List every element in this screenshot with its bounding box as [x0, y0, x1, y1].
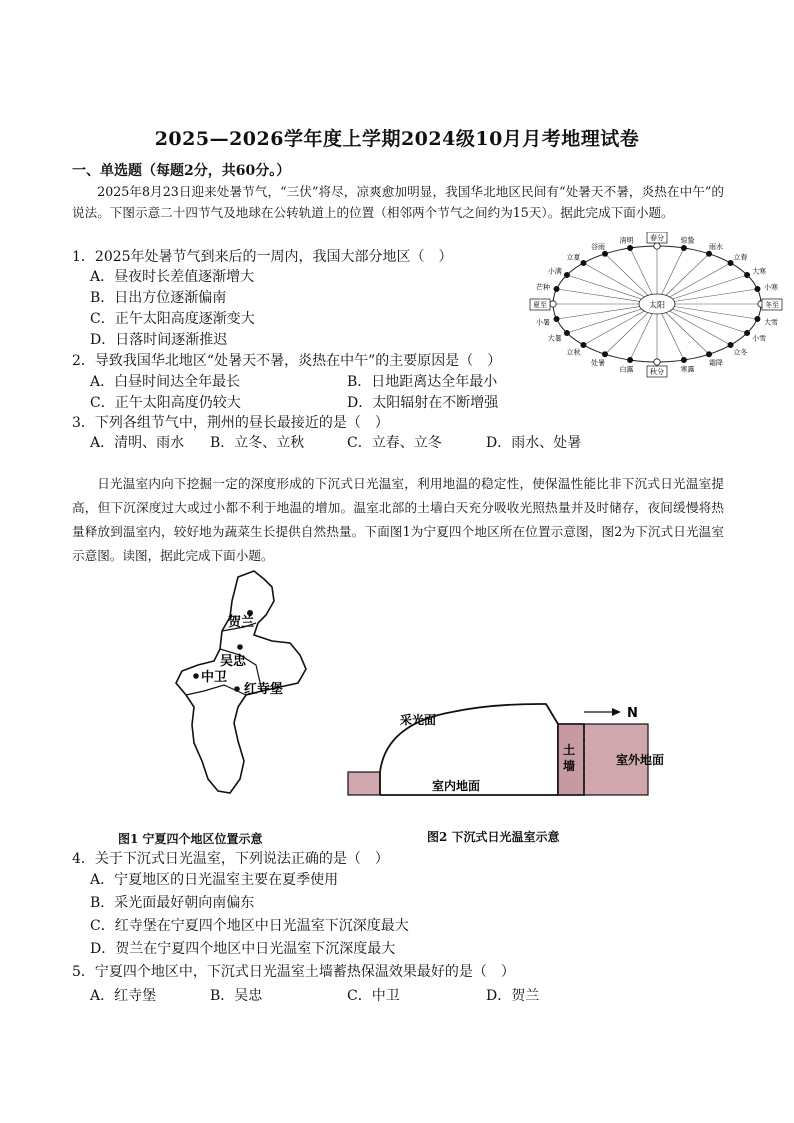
question-5-option-b: B．吴忠	[210, 988, 263, 1004]
earth-position-dot	[755, 286, 760, 291]
zhongwei-dot	[193, 673, 199, 679]
ningxia-outline	[176, 571, 306, 793]
greenhouse-diagram	[340, 690, 680, 810]
earth-position-dot	[550, 301, 556, 307]
question-3-option-c: C．立春、立冬	[347, 435, 442, 451]
earth-position-dot	[744, 330, 749, 335]
question-3-stem: 3．下列各组节气中，荆州的昼长最接近的是（ ）	[72, 415, 389, 431]
place-label-zhongwei: 中卫	[201, 670, 228, 685]
question-4-option-d: D．贺兰在宁夏四个地区中日光温室下沉深度最大	[90, 941, 396, 957]
north-arrow-head-icon	[612, 708, 621, 716]
figure-1-caption: 图1 宁夏四个地区位置示意	[118, 832, 263, 846]
wall-label-bottom: 墙	[563, 759, 576, 773]
earth-position-dot	[755, 316, 760, 321]
earth-position-dot	[554, 316, 559, 321]
exam-title: 2025—2026学年度上学期2024级10月月考地理试卷	[154, 128, 640, 150]
section-heading: 一、单选题（每题2分，共60分。）	[72, 163, 291, 179]
question-2-option-b: B．日地距离达全年最小	[347, 374, 498, 390]
question-1-option-c: C．正午太阳高度逐渐变大	[90, 311, 255, 327]
solar-term-label: 谷雨	[591, 242, 605, 251]
question-4-option-b: B．采光面最好朝向南偏东	[90, 895, 255, 911]
solar-term-label: 立秋	[566, 348, 581, 357]
solar-term-label: 秋分	[650, 368, 664, 376]
solar-term-label: 大寒	[752, 267, 767, 276]
solar-term-label: 夏至	[533, 301, 547, 309]
question-4-stem: 4．关于下沉式日光温室，下列说法正确的是（ ）	[72, 851, 389, 867]
question-1-option-b: B．日出方位逐渐偏南	[90, 290, 227, 306]
place-label-hongsibu: 红寺堡	[244, 682, 284, 697]
solar-term-label: 立冬	[733, 348, 748, 357]
indoor-floor-label: 室内地面	[432, 779, 481, 793]
ningxia-map	[160, 565, 330, 805]
earth-position-dot	[681, 245, 686, 250]
earth-position-dot	[627, 245, 632, 250]
question-4-option-a: A．宁夏地区的日光温室主要在夏季使用	[90, 872, 339, 888]
question-4-option-c: C．红寺堡在宁夏四个地区中日光温室下沉深度最大	[90, 918, 409, 934]
question-5-option-c: C．中卫	[347, 988, 400, 1004]
solar-term-label: 清明	[619, 236, 634, 245]
earth-position-dot	[744, 272, 749, 277]
earth-position-dot	[654, 359, 660, 365]
solar-term-label: 春分	[650, 234, 664, 242]
earth-position-dot	[728, 342, 733, 347]
solar-term-label: 霜降	[709, 359, 723, 368]
question-1-option-a: A．昼夜时长差值逐渐增大	[90, 269, 255, 285]
passage-2: 日光温室内向下挖掘一定的深度形成的下沉式日光温室，利用地温的稳定性，使保温性能比非下沉式日光温室提高，但下沉深度过大或过小都不利于地温的增加。温室北部的土墙白天充分吸收光照热量并及时储存，夜间缓慢将热量释放到温室内，较好地为蔬菜生长提供自然热量。下面图1为宁夏四个地区所在位置示意图，图2为下沉式日光温室示意图。读图，据此完成下面小题。	[72, 476, 724, 563]
question-5-option-a: A．红寺堡	[90, 988, 157, 1004]
solar-term-label: 雨水	[709, 242, 723, 251]
question-2-stem: 2．导致我国华北地区“处暑天不暑，炎热在中午”的主要原因是（ ）	[72, 353, 502, 369]
solar-term-label: 大雪	[763, 318, 778, 327]
solar-term-label: 小满	[547, 267, 562, 276]
solar-term-label: 寒露	[680, 365, 695, 374]
solar-term-label: 冬至	[765, 301, 779, 309]
solar-term-label: 大暑	[547, 334, 562, 343]
light-face-label: 采光面	[400, 713, 437, 727]
earth-position-dot	[581, 342, 586, 347]
earth-position-dot	[602, 251, 607, 256]
solar-term-label: 处暑	[591, 359, 605, 368]
earth-position-dot	[602, 352, 607, 357]
earth-position-dot	[728, 260, 733, 265]
passage-1: 2025年8月23日迎来处暑节气，“三伏”将尽，凉爽愈加明显，我国华北地区民间有“处暑天不暑，炎热在中午”的说法。下图示意二十四节气及地球在公转轨道上的位置（相邻两个节气之间约为15天）。据此完成下面小题。	[72, 184, 724, 220]
question-5-option-d: D．贺兰	[486, 988, 540, 1004]
place-label-helan: 贺兰	[228, 615, 255, 630]
hongsibu-dot	[234, 686, 240, 692]
earth-position-dot	[706, 251, 711, 256]
solar-term-label: 立春	[733, 253, 748, 262]
solar-term-label: 惊蛰	[680, 236, 695, 245]
earth-position-dot	[564, 330, 569, 335]
question-2-option-d: D．太阳辐射在不断增强	[347, 395, 499, 411]
question-2-option-c: C．正午太阳高度仍较大	[90, 395, 241, 411]
outdoor-ground-label: 室外地面	[616, 753, 665, 767]
wall-label-top: 土	[563, 743, 576, 757]
earth-position-dot	[554, 286, 559, 291]
solar-term-label: 芒种	[536, 283, 551, 292]
solar-term-label: 立夏	[566, 253, 581, 262]
question-3-option-b: B．立冬、立秋	[210, 435, 305, 451]
question-3-option-d: D．雨水、处暑	[486, 435, 582, 451]
question-1-stem: 1．2025年处暑节气到来后的一周内，我国大部分地区（ ）	[72, 249, 453, 265]
solar-term-label: 白露	[619, 365, 634, 374]
earth-position-dot	[654, 243, 660, 249]
question-1-option-d: D．日落时间逐渐推迟	[90, 332, 228, 348]
question-2-option-a: A．白昼时间达全年最长	[90, 374, 241, 390]
north-label: N	[627, 706, 638, 721]
earth-position-dot	[706, 352, 711, 357]
solar-term-label: 小雪	[752, 334, 767, 343]
solar-term-label: 小暑	[536, 318, 551, 327]
earth-position-dot	[681, 357, 686, 362]
south-soil-block	[348, 772, 380, 795]
solar-term-label: 小寒	[763, 283, 778, 292]
sun-label: 太阳	[649, 300, 665, 310]
earth-position-dot	[581, 260, 586, 265]
figure-2-caption: 图2 下沉式日光温室示意	[427, 830, 560, 844]
solar-terms-orbit-diagram	[528, 232, 784, 378]
wuzhong-dot	[237, 644, 243, 650]
place-label-wuzhong: 吴忠	[220, 654, 247, 669]
question-5-stem: 5．宁夏四个地区中，下沉式日光温室土墙蓄热保温效果最好的是（ ）	[72, 964, 515, 980]
earth-position-dot	[627, 357, 632, 362]
earth-position-dot	[564, 272, 569, 277]
question-3-option-a: A．清明、雨水	[90, 435, 185, 451]
